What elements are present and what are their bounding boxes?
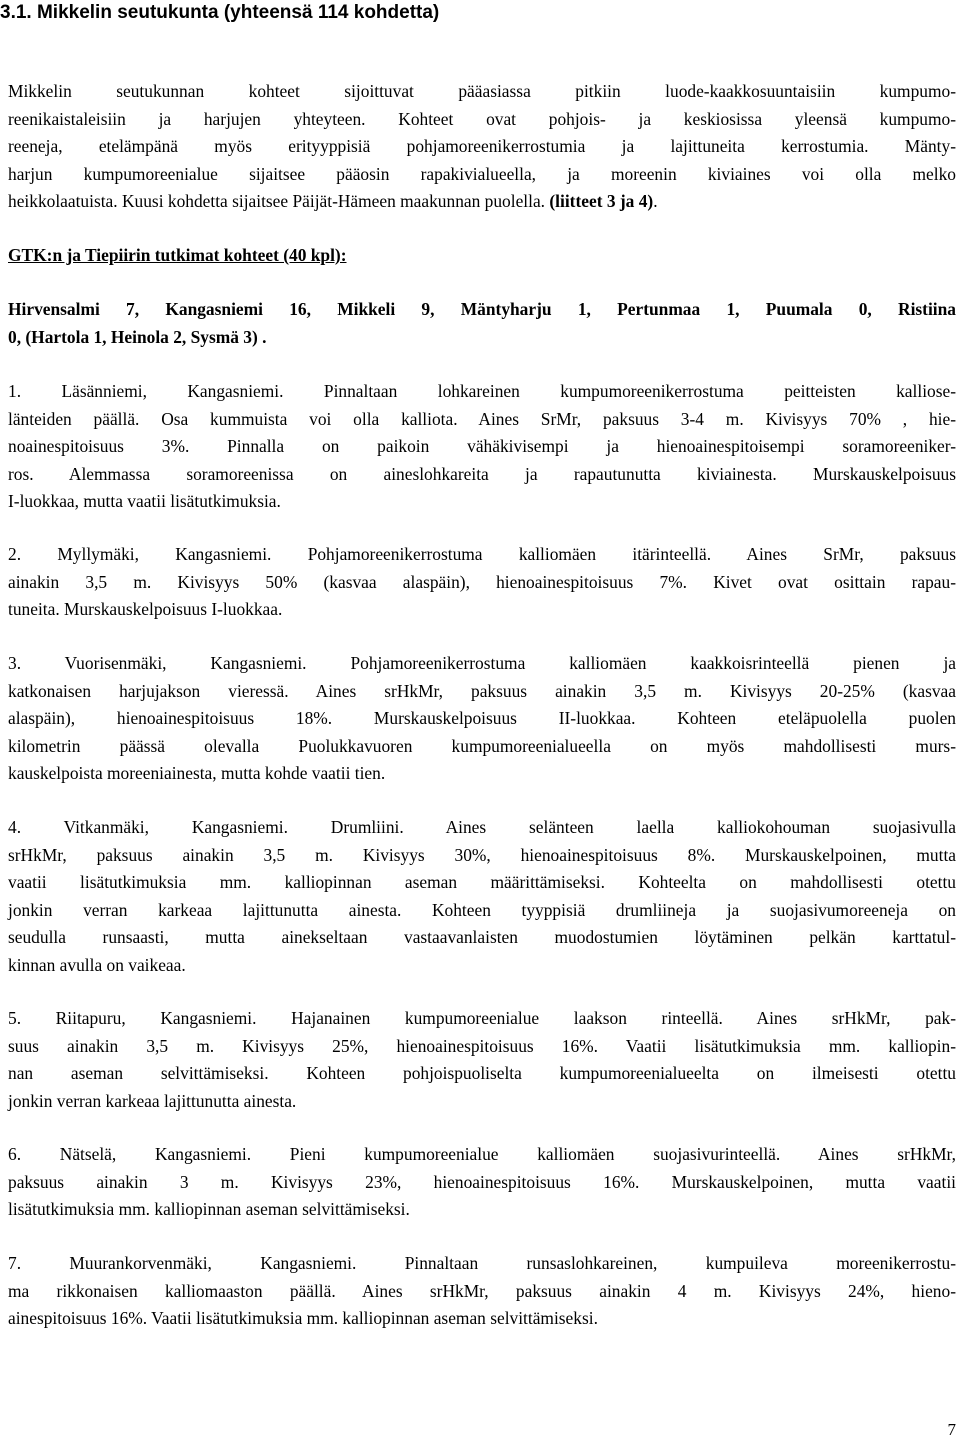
site-line: alaspäin), hienoainespitoisuus 18%. Murskauskelpoisuus II-luokkaa. Kohteen eteläpuolella puolen [8, 708, 956, 728]
site-entry [8, 1005, 956, 1115]
municipality-line: 0, (Hartola 1, Heinola 2, Sysmä 3) . [8, 326, 267, 347]
site-entry [8, 1250, 956, 1333]
intro-paragraph [8, 78, 956, 216]
intro-end-punctuation: . [653, 191, 658, 211]
site-line: seudulla runsaasti, mutta ainekseltaan vastaavanlaisten muodostumien löytäminen pelkän karttatul- [8, 927, 956, 947]
site-entry [8, 650, 956, 788]
site-line: I-luokkaa, mutta vaatii lisätutkimuksia. [8, 491, 281, 511]
section-heading: 3.1. Mikkelin seutukunta (yhteensä 114 kohdetta) [0, 2, 440, 23]
site-line: länteiden päällä. Osa kummuista voi olla kalliota. Aines SrMr, paksuus 3-4 m. Kivisyys 70% , hie- [8, 408, 956, 429]
intro-line: reeneja, etelämpänä myös erityyppisiä pohjamoreenikerrostumia ja lajittuneita kerrostumia. Mänty- [8, 136, 956, 156]
site-line: 4. Vitkanmäki, Kangasniemi. Drumliini. Aines selänteen laella kalliokohouman suojasivulla [8, 817, 956, 837]
intro-line: Mikkelin seutukunnan kohteet sijoittuvat pääasiassa pitkiin luode-kaakkosuuntaisiin kumpumo- [8, 81, 956, 101]
site-line: paksuus ainakin 3 m. Kivisyys 23%, hienoainespitoisuus 16%. Murskauskelpoinen, mutta vaatii [8, 1171, 956, 1192]
site-entry [8, 1141, 956, 1224]
municipality-counts [8, 296, 956, 351]
site-entry [8, 541, 956, 624]
site-line: 3. Vuorisenmäki, Kangasniemi. Pohjamoreenikerrostuma kalliomäen kaakkoisrinteellä pienen ja [8, 653, 956, 673]
site-line: noainespitoisuus 3%. Pinnalla on paikoin vähäkivisempi ja hienoainespitoisempi soramoreeniker- [8, 436, 956, 456]
site-line: ainespitoisuus 16%. Vaatii lisätutkimuksia mm. kalliopinnan aseman selvittämiseksi. [8, 1308, 598, 1328]
site-line: nan aseman selvittämiseksi. Kohteen pohjoispuoliselta kumpumoreenialueelta on ilmeisesti otettu [8, 1063, 956, 1083]
page-number: 7 [947, 1420, 956, 1439]
site-line: kauskelpoista moreeniainesta, mutta kohde vaatii tien. [8, 763, 386, 783]
site-line: 6. Nätselä, Kangasniemi. Pieni kumpumoreenialue kalliomäen suojasivurinteellä. Aines srHkMr, [8, 1144, 956, 1164]
gtk-subheading-paragraph [8, 242, 956, 270]
site-line: ma rikkonaisen kalliomaaston päällä. Aines srHkMr, paksuus ainakin 4 m. Kivisyys 24%, hieno- [8, 1280, 956, 1301]
intro-line: heikkolaatuista. Kuusi kohdetta sijaitsee Päijät-Hämeen maakunnan puolella. [8, 191, 546, 211]
intro-line: reenikaistaleisiin ja harjujen yhteyteen. Kohteet ovat pohjois- ja keskiosissa yleensä kumpumo- [8, 108, 956, 129]
site-line: ros. Alemmassa soramoreenissa on aineslohkareita ja rapautunutta kiviainesta. Murskauskelpoisuus [8, 463, 956, 484]
gtk-subheading: GTK:n ja Tiepiirin tutkimat kohteet (40 kpl): [8, 245, 347, 265]
site-line: 5. Riitapuru, Kangasniemi. Hajanainen kumpumoreenialue laakson rinteellä. Aines srHkMr, pak- [8, 1008, 956, 1028]
site-line: vaatii lisätutkimuksia mm. kalliopinnan aseman määrittämiseksi. Kohteelta on mahdollisesti otettu [8, 872, 956, 892]
site-line: 2. Myllymäki, Kangasniemi. Pohjamoreenikerrostuma kalliomäen itärinteellä. Aines SrMr, paksuus [8, 544, 956, 564]
site-line: katkonaisen harjujakson vieressä. Aines srHkMr, paksuus ainakin 3,5 m. Kivisyys 20-25% (kasvaa [8, 680, 956, 701]
site-entry [8, 814, 956, 979]
municipality-line: Hirvensalmi 7, Kangasniemi 16, Mikkeli 9, Mäntyharju 1, Pertunmaa 1, Puumala 0, Ristiina [8, 299, 956, 319]
site-line: kilometrin päässä olevalla Puolukkavuoren kumpumoreenialueella on myös mahdollisesti murs- [8, 735, 956, 756]
site-line: lisätutkimuksia mm. kalliopinnan aseman selvittämiseksi. [8, 1199, 410, 1219]
site-line: suus ainakin 3,5 m. Kivisyys 25%, hienoainespitoisuus 16%. Vaatii lisätutkimuksia mm. kalliopin- [8, 1035, 956, 1056]
site-entry [8, 378, 956, 516]
site-line: jonkin verran karkeaa lajittunutta ainesta. Kohteen tyyppisiä drumliineja ja suojasivumoreeneja on [8, 899, 956, 920]
site-line: 7. Muurankorvenmäki, Kangasniemi. Pinnaltaan runsaslohkareinen, kumpuileva moreenikerrostu- [8, 1253, 956, 1273]
intro-line-last [8, 188, 956, 216]
site-line: ainakin 3,5 m. Kivisyys 50% (kasvaa alaspäin), hienoainespitoisuus 7%. Kivet ovat osittain rapau- [8, 571, 956, 592]
appendix-reference: (liitteet 3 ja 4) [549, 191, 654, 211]
intro-line: harjun kumpumoreenialue sijaitsee pääosin rapakivialueella, ja moreenin kiviaines voi olla melko [8, 163, 956, 184]
site-line: tuneita. Murskauskelpoisuus I-luokkaa. [8, 599, 283, 619]
site-line: 1. Läsänniemi, Kangasniemi. Pinnaltaan lohkareinen kumpumoreenikerrostuma peitteisten kalliose- [8, 381, 956, 401]
site-line: srHkMr, paksuus ainakin 3,5 m. Kivisyys 30%, hienoainespitoisuus 8%. Murskauskelpoinen, mutta [8, 844, 956, 865]
site-line: kinnan avulla on vaikeaa. [8, 954, 186, 975]
site-line: jonkin verran karkeaa lajittunutta ainesta. [8, 1090, 297, 1111]
